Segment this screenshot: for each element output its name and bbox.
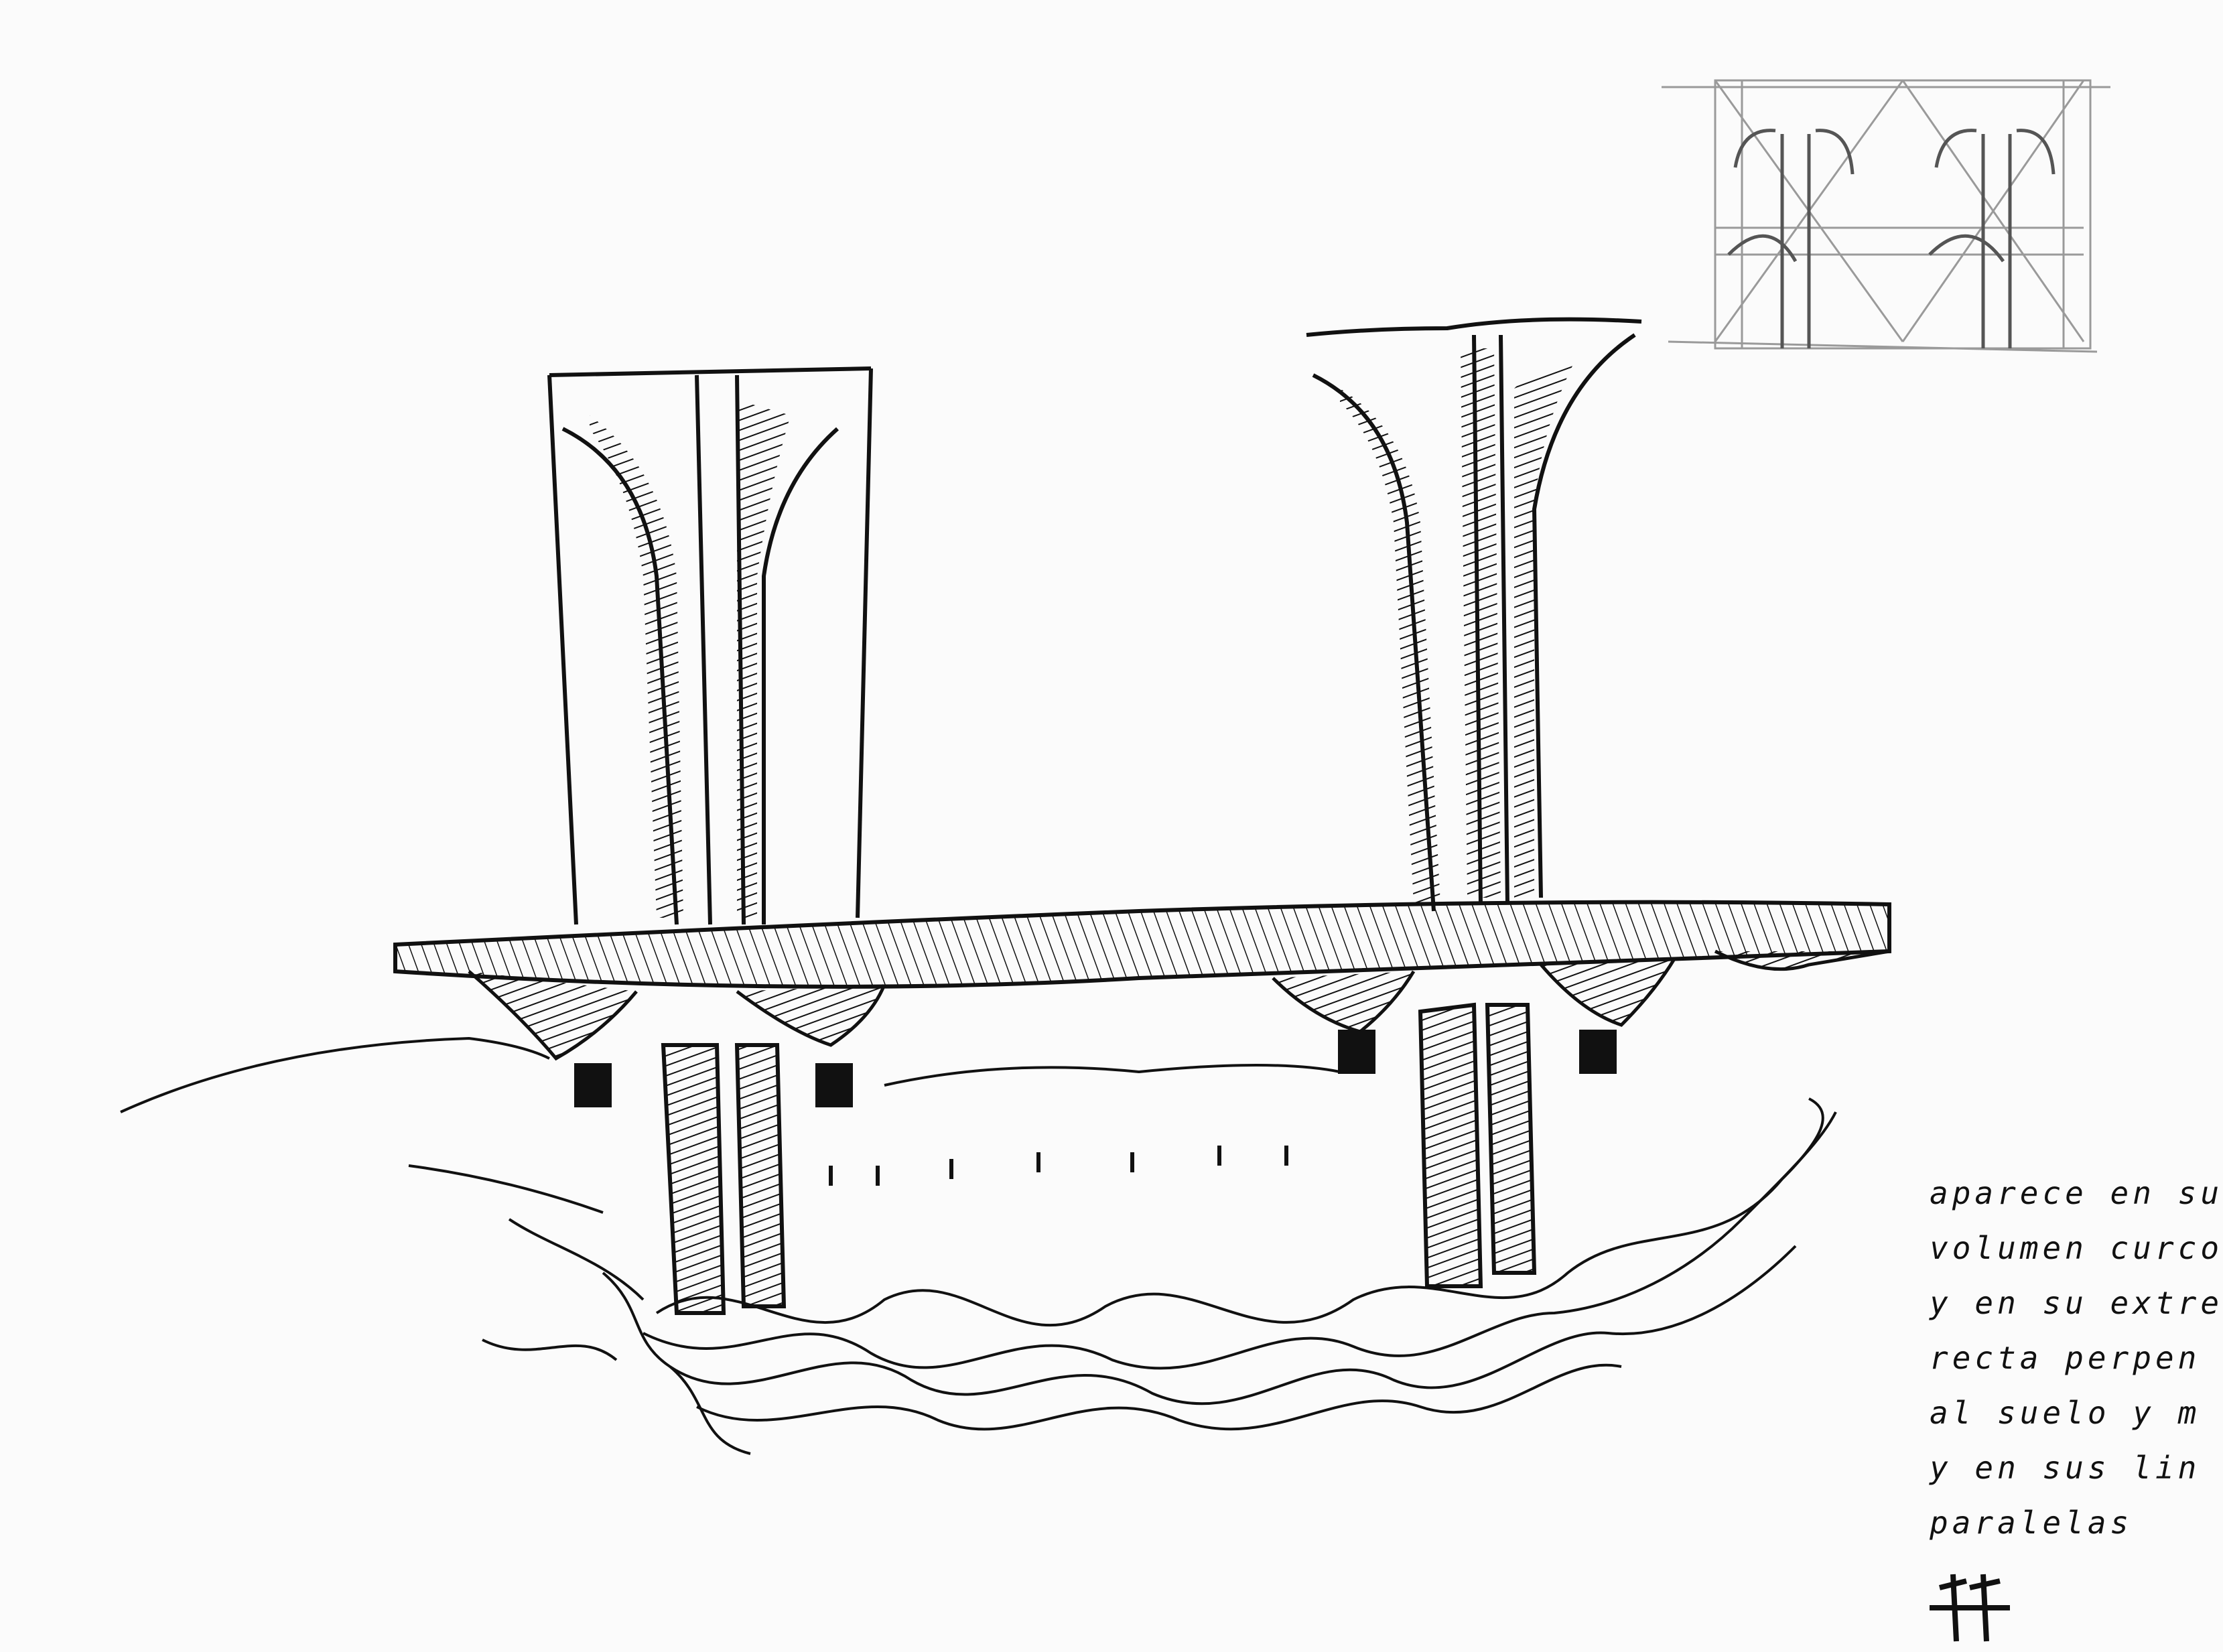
handwritten-annotation [1930,1166,2223,1635]
ground-ticks [831,1146,1286,1186]
annotation-line: paralelas [1930,1505,2133,1541]
deck [395,902,1889,1058]
right-pillar-shading-2 [1461,348,1501,898]
pencil-pillar-left [1729,131,1852,348]
lower-pillars [663,1005,1534,1313]
annotation-line: al suelo y m [1930,1395,2201,1431]
annotation-line: recta perpen [1930,1340,2201,1376]
pencil-pillar-right [1930,131,2053,348]
annotation-line: y en su extre [1930,1285,2223,1321]
annotation-line: aparece en su [1930,1175,2223,1211]
right-pillar-shading [1340,389,1440,904]
left-pillar-shading [590,415,683,918]
horizon-lines [121,1038,1340,1213]
left-pillar [549,368,871,924]
annotation-line: y en sus lin [1930,1450,2201,1486]
right-pillar-shading-3 [1514,362,1574,898]
pencil-thumbnail [1662,80,2110,352]
annotation-line: volumen curco [1930,1230,2223,1266]
